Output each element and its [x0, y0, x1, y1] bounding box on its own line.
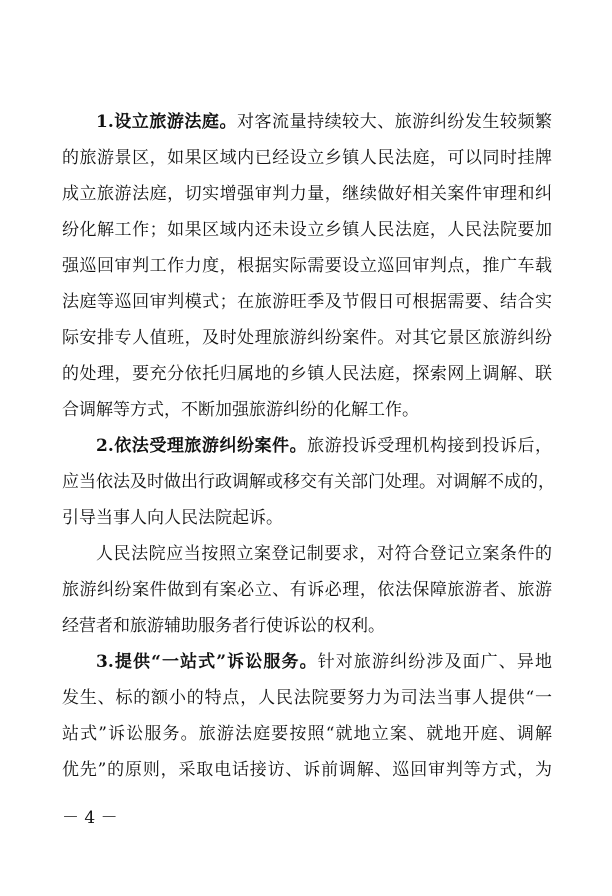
paragraph-4-heading: 3.提供“一站式”诉讼服务。 — [96, 652, 318, 672]
paragraph-2-line-1 — [62, 428, 552, 464]
paragraph-1-text: 对客流量持续较大、旅游纠纷发生较频繁 — [237, 112, 553, 132]
paragraph-1-line-5: 强巡回审判工作力度，根据实际需要设立巡回审判点，推广车载 — [62, 256, 552, 276]
paragraph-3 — [62, 536, 552, 644]
paragraph-1-line-7: 际安排专人值班，及时处理旅游纠纷案件。对其它景区旅游纠纷 — [62, 328, 552, 348]
paragraph-1-line-8: 的处理，要充分依托归属地的乡镇人民法庭，探索网上调解、联 — [62, 364, 552, 384]
paragraph-2-line-3: 引导当事人向人民法院起诉。 — [62, 508, 283, 528]
paragraph-4-text: 针对旅游纠纷涉及面广、异地 — [317, 652, 552, 672]
paragraph-4 — [62, 644, 552, 788]
page-number: － 4 － — [62, 808, 118, 828]
paragraph-4-line-2: 发生、标的额小的特点，人民法院要努力为司法当事人提供“一 — [62, 688, 552, 708]
paragraph-2-heading: 2.依法受理旅游纠纷案件。 — [96, 436, 308, 456]
paragraph-3-line-3: 经营者和旅游辅助服务者行使诉讼的权利。 — [62, 616, 385, 636]
document-body — [62, 104, 555, 788]
paragraph-2 — [62, 428, 555, 536]
paragraph-2-text: 旅游投诉受理机构接到投诉后， — [307, 436, 552, 456]
paragraph-1 — [62, 104, 552, 428]
paragraph-3-line-1: 人民法院应当按照立案登记制要求，对符合登记立案条件的 — [96, 544, 552, 564]
paragraph-1-heading: 1.设立旅游法庭。 — [96, 112, 237, 132]
paragraph-1-line-4: 纷化解工作；如果区域内还未设立乡镇人民法庭，人民法院要加 — [62, 220, 552, 240]
paragraph-2-line-2: 应当依法及时做出行政调解或移交有关部门处理。对调解不成的， — [62, 472, 555, 492]
paragraph-1-line-3: 成立旅游法庭，切实增强审判力量，继续做好相关案件审理和纠 — [62, 184, 552, 204]
paragraph-4-line-1 — [62, 644, 552, 680]
paragraph-1-line-9: 合调解等方式，不断加强旅游纠纷的化解工作。 — [62, 400, 419, 420]
paragraph-4-line-4: 优先”的原则，采取电话接访、诉前调解、巡回审判等方式，为 — [62, 760, 552, 780]
paragraph-1-line-2: 的旅游景区，如果区域内已经设立乡镇人民法庭，可以同时挂牌 — [62, 148, 552, 168]
paragraph-3-line-2: 旅游纠纷案件做到有案必立、有诉必理，依法保障旅游者、旅游 — [62, 580, 552, 600]
paragraph-1-line-1 — [62, 104, 552, 140]
paragraph-1-line-6: 法庭等巡回审判模式；在旅游旺季及节假日可根据需要、结合实 — [62, 292, 552, 312]
paragraph-4-line-3: 站式”诉讼服务。旅游法庭要按照“就地立案、就地开庭、调解 — [62, 724, 552, 744]
